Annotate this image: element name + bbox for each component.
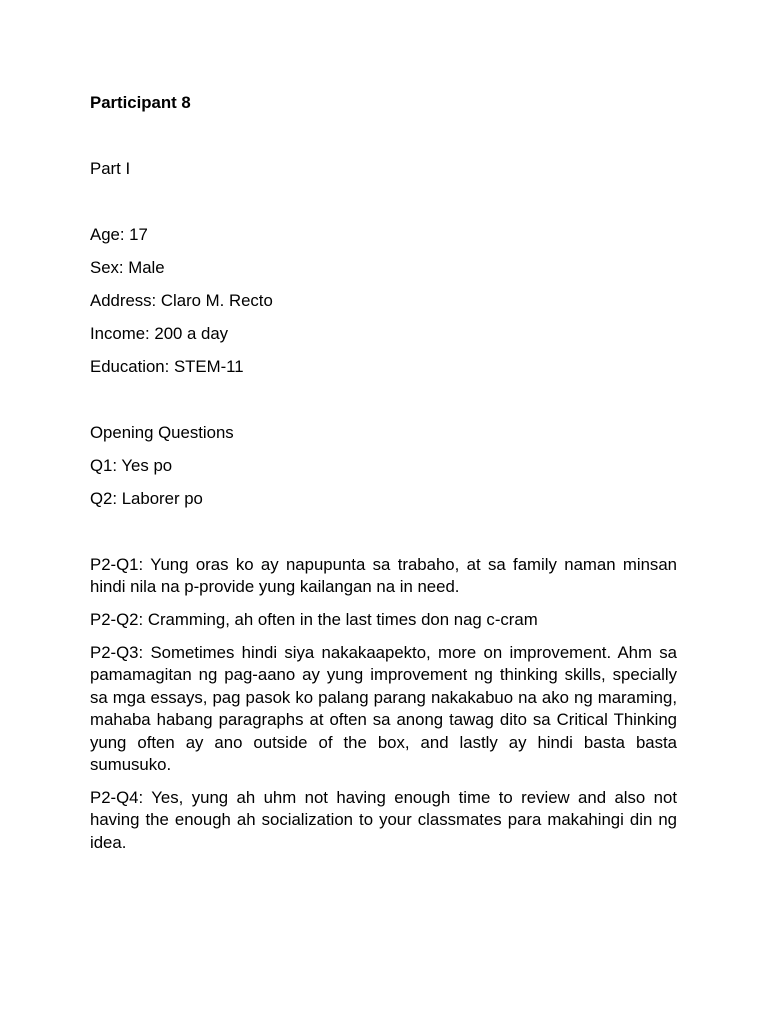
profile-education: Education: STEM-11 xyxy=(90,356,244,376)
profile-age: Age: 17 xyxy=(90,224,148,244)
document-page xyxy=(90,92,677,865)
part-heading: Part I xyxy=(90,158,131,178)
opening-q2: Q2: Laborer po xyxy=(90,488,203,508)
opening-questions-heading: Opening Questions xyxy=(90,422,234,442)
part2-q4: P2-Q4: Yes, yung ah uhm not having enough time to review and also not having the enough ah socialization to your classmates para makahingi din ng idea. xyxy=(90,788,677,852)
part2-q2: P2-Q2: Cramming, ah often in the last times don nag c-cram xyxy=(90,610,538,630)
part2-q1: P2-Q1: Yung oras ko ay napupunta sa trabaho, at sa family naman minsan hindi nila na p-provide yung kailangan na in need. xyxy=(90,554,677,597)
profile-address: Address: Claro M. Recto xyxy=(90,290,273,310)
opening-q1: Q1: Yes po xyxy=(90,455,173,475)
part2-q3: P2-Q3: Sometimes hindi siya nakakaapekto, more on improvement. Ahm sa pamamagitan ng pag-aano ay yung improvement ng thinking skills, specially sa mga essays, pag pasok ko palang parang nakakabuo na ako ng maraming, mahaba habang paragraphs at often sa anong tawag dito sa Critical Thinking yung often ay ano outside of the box, and lastly ay hindi basta basta sumusuko. xyxy=(90,643,677,775)
profile-sex: Sex: Male xyxy=(90,257,165,277)
participant-title: Participant 8 xyxy=(90,93,191,112)
profile-section xyxy=(90,224,677,378)
profile-income: Income: 200 a day xyxy=(90,323,229,343)
opening-questions-section xyxy=(90,422,677,510)
part2-section xyxy=(90,554,677,855)
